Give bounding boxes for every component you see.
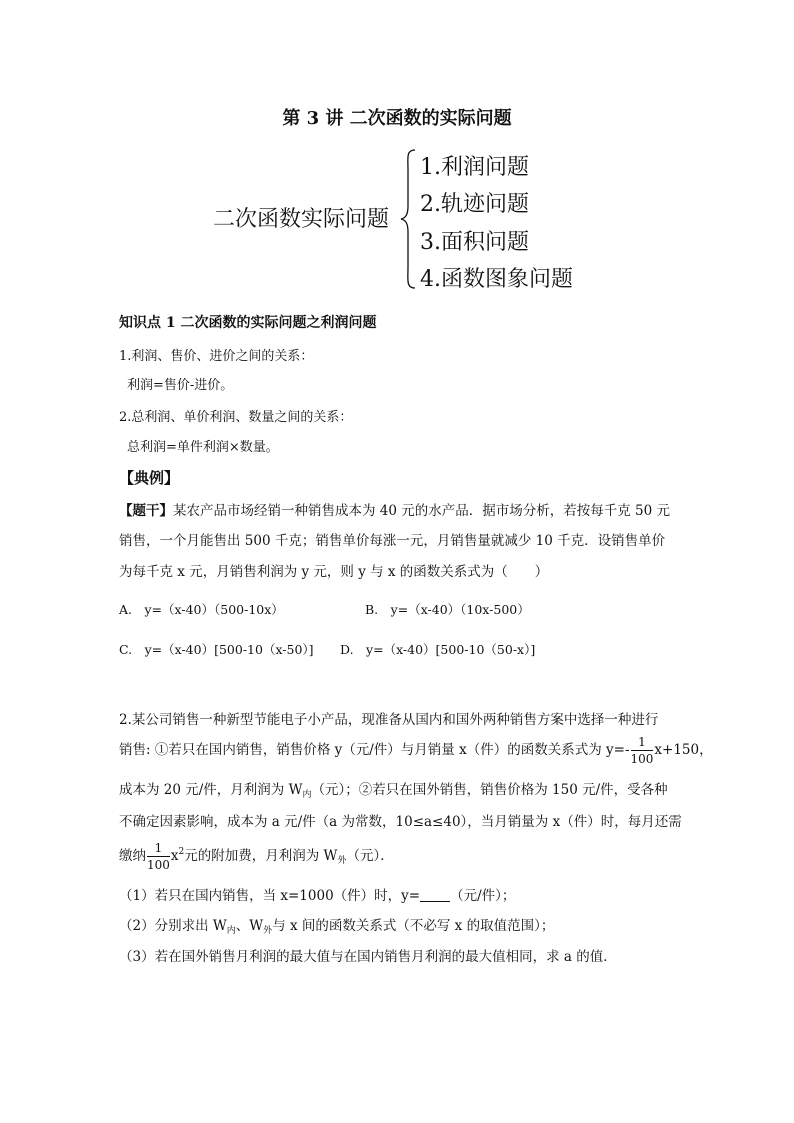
curly-brace <box>400 148 416 290</box>
q2-sub-1 <box>119 884 515 904</box>
q1-text-1: 某农产品市场经销一种销售成本为 40 元的水产品．据市场分析，若按每千克 50 元 <box>173 503 671 519</box>
q2-line-1: 2.某公司销售一种新型节能电子小产品，现准备从国内和国外两种销售方案中选择一种进行 <box>119 712 659 728</box>
kp-line-3: 2.总利润、单价利润、数量之间的关系： <box>119 410 353 425</box>
subscript-domestic: 内 <box>226 926 236 936</box>
fraction-denominator: 100 <box>630 752 654 766</box>
q2-sub-2 <box>119 914 554 936</box>
q1-line-3: 为每千克 x 元，月销售利润为 y 元，则 y 与 x 的函数关系式为（ ） <box>119 564 549 580</box>
q2-sub-2-c: 与 x 间的函数关系式（不必写 x 的取值范围）； <box>272 918 555 934</box>
q1-line-2: 销售，一个月能售出 500 千克；销售单价每涨一元，月销售量就减少 10 千克．设销售单价 <box>119 533 666 549</box>
overview-item-graph: 4.函数图象问题 <box>420 267 573 292</box>
q2-sub-2-b: 、W <box>235 918 264 934</box>
q2-line-5 <box>119 842 394 871</box>
q1-line-1 <box>119 499 670 519</box>
q2-line-2-pre: 销售: ①若只在国内销售，销售价格 y（元/件）与月销量 x（件）的函数关系式为 y=- <box>119 742 630 758</box>
q2-line-3-post: （元）；②若只在国外销售，销售价格为 150 元/件，受各种 <box>311 782 668 798</box>
overview-item-profit: 1.利润问题 <box>420 155 529 180</box>
fraction-1-100-b <box>147 842 170 871</box>
kp-line-1: 1.利润、售价、进价之间的关系： <box>119 349 314 364</box>
q2-line-4: 不确定因素影响，成本为 a 元/件（a 为常数，10≤a≤40），当月销量为 x（件）时，每月还需 <box>119 814 682 830</box>
q2-sub-1-pre: （1）若只在国内销售，当 x=1000（件）时，y= <box>119 888 421 904</box>
lesson-title: 第 3 讲 二次函数的实际问题 <box>282 108 512 129</box>
fraction-denominator: 100 <box>147 858 170 872</box>
q1-tag: 【题干】 <box>119 503 173 519</box>
kp-line-2: 利润=售价-进价。 <box>127 378 234 393</box>
subscript-foreign: 外 <box>263 926 273 936</box>
fraction-numerator: 1 <box>147 842 170 857</box>
q2-line-2-post: x+150， <box>654 742 713 758</box>
q2-sub-1-post: （元/件）； <box>450 888 516 904</box>
fraction-1-100 <box>631 736 654 765</box>
q2-sub-3: （3）若在国外销售月利润的最大值与在国内销售月利润的最大值相同，求 a 的值． <box>119 949 617 965</box>
q2-line-5-post: （元）． <box>346 848 394 864</box>
answer-blank <box>420 889 450 902</box>
superscript-2: 2 <box>178 847 185 857</box>
q1-option-c: C. y=（x-40）[500-10（x-50）] <box>119 642 314 657</box>
subscript-foreign: 外 <box>337 856 347 866</box>
q1-option-d: D. y=（x-40）[500-10（50-x）] <box>340 642 536 657</box>
q2-line-3 <box>119 778 668 800</box>
kp-line-4: 总利润=单件利润×数量。 <box>127 440 279 455</box>
overview-label: 二次函数实际问题 <box>213 207 390 232</box>
q2-line-2 <box>119 736 713 765</box>
example-header: 【典例】 <box>119 469 180 487</box>
q2-line-5-mid: 元的附加费，月利润为 W <box>184 848 338 864</box>
subscript-domestic: 内 <box>302 790 312 800</box>
q2-line-3-pre: 成本为 20 元/件，月利润为 W <box>119 782 303 798</box>
overview-item-trajectory: 2.轨迹问题 <box>420 192 529 217</box>
x-variable: x <box>170 848 179 864</box>
knowledge-point-title: 知识点 1 二次函数的实际问题之利润问题 <box>119 315 377 331</box>
overview-item-area: 3.面积问题 <box>420 230 529 255</box>
q2-sub-2-a: （2）分别求出 W <box>119 918 227 934</box>
q2-line-5-pre: 缴纳 <box>119 848 146 864</box>
fraction-numerator: 1 <box>631 736 654 751</box>
q1-option-b: B. y=（x-40）（10x-500） <box>365 602 530 617</box>
q1-option-a: A. y=（x-40）（500-10x） <box>119 602 284 617</box>
